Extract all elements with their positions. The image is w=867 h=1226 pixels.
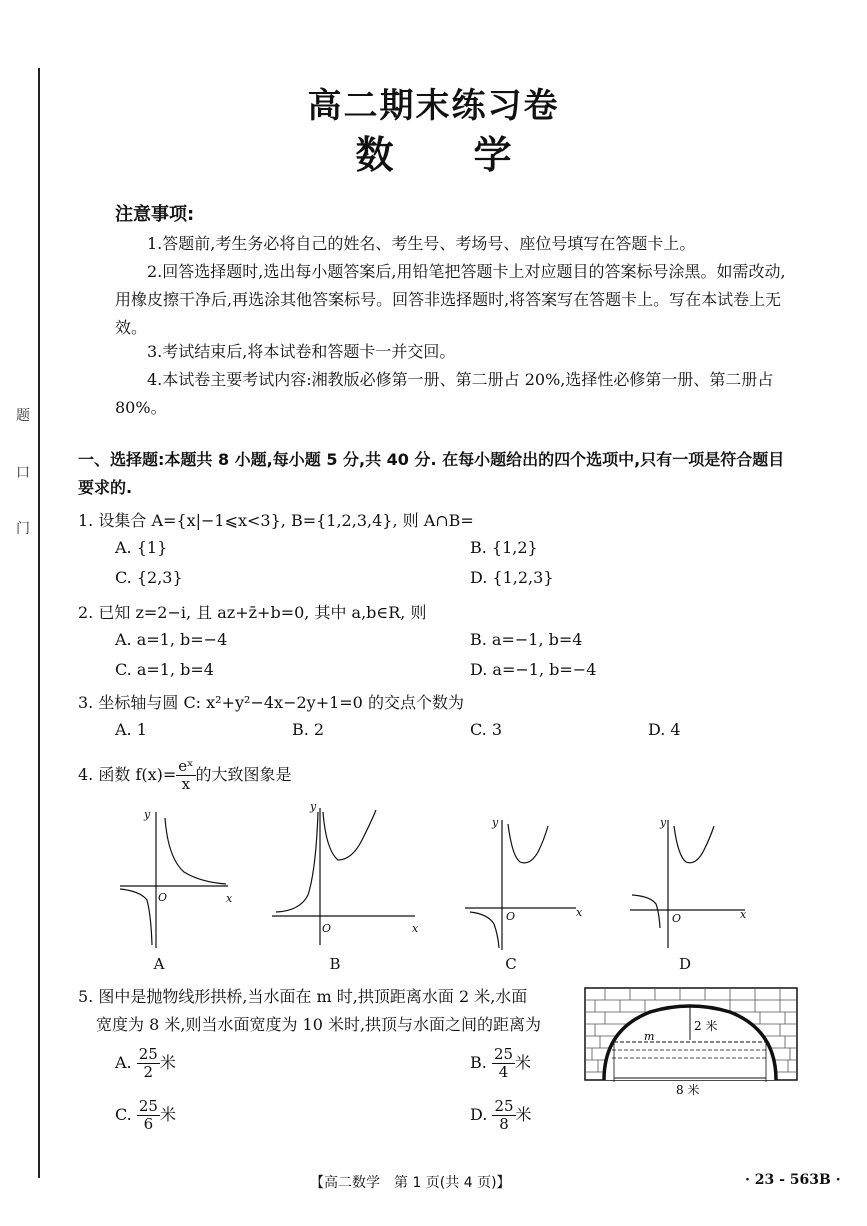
graph-c-right-branch (508, 824, 548, 863)
q5-a-fraction (137, 1046, 160, 1081)
graph-d-label: D (678, 955, 692, 973)
notice-heading: 注意事项: (115, 204, 195, 225)
exam-title: 高二期末练习卷 (307, 86, 560, 126)
page-footer: 【高二数学 第 1 页(共 4 页)】 (310, 1175, 511, 1191)
graph-c-label: C (505, 955, 517, 973)
q5-c-num: 25 (138, 1097, 158, 1115)
graph-b-left-branch (276, 812, 318, 912)
q5-c-fraction (137, 1098, 160, 1133)
graph-c-y-label: y (492, 816, 499, 829)
q4-frac-num: eˣ (178, 757, 194, 775)
q5-b-num: 25 (493, 1045, 514, 1063)
side-mark-3: 门 (16, 521, 30, 537)
q2-option-a: A. a=1, b=−4 (115, 630, 228, 649)
subject-char-2: 学 (473, 132, 512, 177)
q2-option-b: B. a=−1, b=4 (470, 630, 583, 649)
graph-d-right-branch (674, 826, 714, 863)
graph-a-right-branch (165, 818, 226, 884)
q5-d-unit: 米 (515, 1105, 532, 1124)
q3-option-d: D. 4 (648, 720, 681, 739)
q3-option-b: B. 2 (292, 720, 325, 739)
graph-c-origin: O (506, 910, 516, 923)
q5-a-den: 2 (143, 1063, 154, 1081)
q2-option-d: D. a=−1, b=−4 (470, 660, 597, 679)
q5-d-den: 8 (499, 1115, 509, 1133)
graph-a-x-label: x (226, 892, 233, 905)
q5-a-prefix: A. (115, 1053, 132, 1072)
q1-option-d: D. {1,2,3} (470, 568, 554, 587)
q5-line-1: 5. 图中是抛物线形拱桥,当水面在 m 时,拱顶距离水面 2 米,水面 (78, 987, 528, 1006)
graph-d-left-branch (632, 895, 660, 928)
graph-b-origin: O (322, 922, 332, 935)
q3-option-c: C. 3 (470, 720, 503, 739)
fig-height-label: 2 米 (694, 1019, 718, 1033)
graph-c-x-label: x (576, 906, 583, 919)
side-mark-1: 题 (16, 408, 30, 424)
q5-b-unit: 米 (515, 1053, 532, 1072)
graph-d-y-label: y (660, 816, 667, 829)
q2-option-c: C. a=1, b=4 (115, 660, 214, 679)
graph-d-x-label: x (740, 908, 747, 921)
notice-item-2: 2.回答选择题时,选出每小题答案后,用铅笔把答题卡上对应题目的答案标号涂黑。如需改动,用橡皮擦干净后,再选涂其他答案标号。回答非选择题时,将答案写在答题卡上。写在本试卷上无效。 (115, 262, 786, 337)
q5-d-prefix: D. (470, 1105, 488, 1124)
q5-d-fraction (492, 1098, 515, 1133)
q5-option-d (470, 1098, 532, 1133)
graph-b-right-branch (323, 810, 376, 860)
q5-option-c (115, 1098, 176, 1133)
q4-frac-den: x (181, 775, 191, 793)
q4-stem-pre: 4. 函数 f(x)= (78, 765, 177, 784)
q5-d-num: 25 (494, 1097, 514, 1115)
graph-a-label: A (153, 955, 165, 973)
q5-b-fraction (492, 1046, 515, 1081)
side-mark-2: 口 (16, 465, 30, 481)
graph-d-origin: O (672, 912, 682, 925)
q4-stem-post: 的大致图象是 (195, 765, 292, 784)
q5-c-den: 6 (143, 1115, 154, 1133)
graph-b-x-label: x (412, 922, 419, 935)
q5-c-prefix: C. (115, 1105, 132, 1124)
graph-a-left-branch (120, 889, 152, 945)
notice-item-3: 3.考试结束后,将本试卷和答题卡一并交回。 (147, 342, 456, 361)
q5-option-b (470, 1046, 531, 1081)
section-heading: 一、选择题:本题共 8 小题,每小题 5 分,共 40 分. 在每小题给出的四个选项中,只有一项是符合题目要求的. (78, 450, 785, 497)
q5-option-a (115, 1046, 176, 1081)
q5-line-2: 宽度为 8 米,则当水面宽度为 10 米时,拱顶与水面之间的距离为 (96, 1015, 542, 1034)
q1-option-a: A. {1} (115, 538, 168, 557)
q2-stem: 2. 已知 z=2−i, 且 az+z̄+b=0, 其中 a,b∈R, 则 (78, 603, 427, 622)
q3-option-a: A. 1 (115, 720, 147, 739)
fig-width-label: 8 米 (676, 1083, 700, 1097)
q5-a-unit: 米 (159, 1053, 176, 1072)
bridge-figure (585, 988, 797, 1097)
notice-item-1: 1.答题前,考生务必将自己的姓名、考生号、考场号、座位号填写在答题卡上。 (147, 234, 696, 253)
exam-code: · 23 - 563B · (745, 1172, 841, 1188)
q5-a-num: 25 (138, 1045, 158, 1063)
fig-m-label: m (644, 1030, 655, 1043)
notice-item-4: 4.本试卷主要考试内容:湘教版必修第一册、第二册占 20%,选择性必修第一册、第二册占 80%。 (115, 370, 774, 417)
q1-option-b: B. {1,2} (470, 538, 538, 557)
subject-char-1: 数 (355, 132, 394, 177)
graph-b-label: B (329, 955, 341, 973)
q3-stem: 3. 坐标轴与圆 C: x²+y²−4x−2y+1=0 的交点个数为 (78, 693, 464, 712)
graph-c-left-branch (470, 912, 499, 948)
graph-b-y-label: y (310, 800, 317, 813)
q5-c-unit: 米 (159, 1105, 176, 1124)
q5-b-prefix: B. (470, 1053, 487, 1072)
graph-a-origin: O (158, 891, 168, 904)
q1-option-c: C. {2,3} (115, 568, 183, 587)
q1-stem: 1. 设集合 A={x|−1⩽x<3}, B={1,2,3,4}, 则 A∩B= (78, 511, 474, 530)
q5-b-den: 4 (498, 1063, 509, 1081)
graph-a-y-label: y (144, 808, 151, 821)
